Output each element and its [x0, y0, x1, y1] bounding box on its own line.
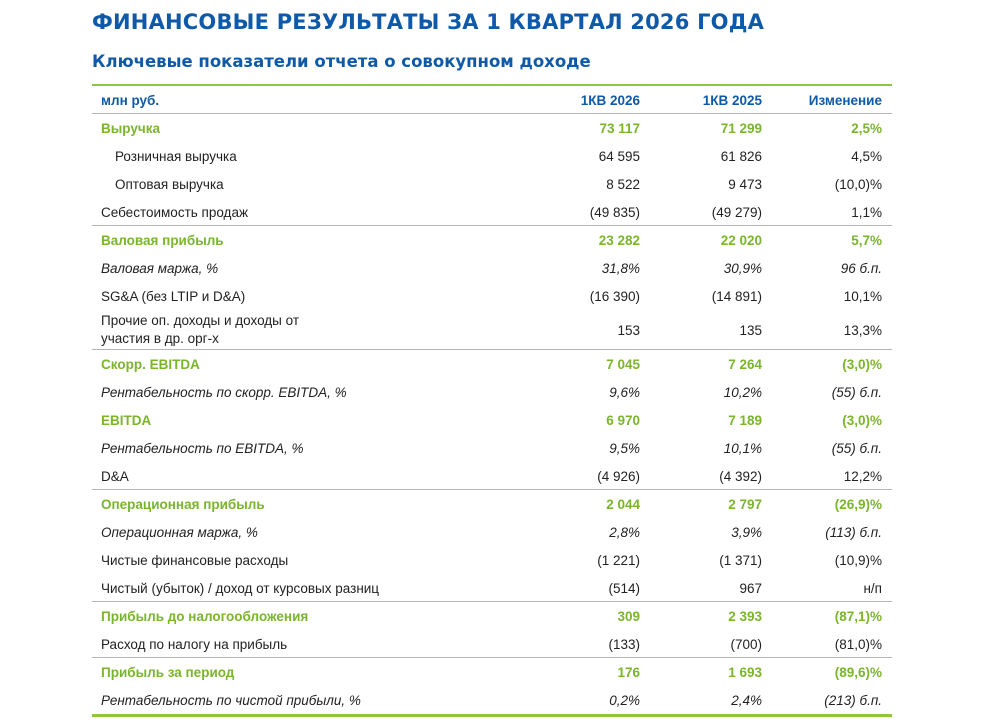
row-value-2025: 10,2%	[723, 384, 762, 400]
table-row	[92, 142, 892, 170]
row-value-2025: 61 826	[720, 148, 762, 164]
row-change: (213) б.п.	[824, 692, 882, 708]
row-value-2026: 7 045	[606, 356, 640, 372]
row-value-2026: 2,8%	[609, 524, 640, 540]
row-label: EBITDA	[101, 412, 152, 428]
table-row	[92, 406, 892, 434]
table-row	[92, 518, 892, 546]
row-value-2026: (1 221)	[597, 552, 640, 568]
row-value-2025: 7 189	[728, 412, 762, 428]
row-change: (3,0)%	[842, 412, 882, 428]
row-value-2025: 2 393	[728, 608, 762, 624]
row-value-2025: (700)	[730, 636, 762, 652]
row-change: (26,9)%	[834, 496, 882, 512]
row-value-2026: (16 390)	[589, 288, 640, 304]
table-row	[92, 546, 892, 574]
row-value-2026: 31,8%	[601, 260, 640, 276]
row-value-2026: 64 595	[598, 148, 640, 164]
row-value-2026: (49 835)	[589, 204, 640, 220]
table-row	[92, 226, 892, 254]
row-value-2025: 2,4%	[731, 692, 762, 708]
row-value-2025: 135	[739, 322, 762, 338]
row-value-2026: 8 522	[606, 176, 640, 192]
row-change: 13,3%	[843, 322, 882, 338]
row-change: (87,1)%	[834, 608, 882, 624]
row-value-2026: 2 044	[606, 496, 640, 512]
row-label: SG&A (без LTIP и D&A)	[101, 288, 246, 304]
table-row	[92, 658, 892, 686]
row-label: Чистый (убыток) / доход от курсовых разниц	[101, 580, 380, 596]
row-value-2025: 7 264	[728, 356, 762, 372]
row-value-2025: (4 392)	[719, 468, 762, 484]
row-label: Валовая маржа, %	[101, 260, 219, 276]
row-value-2025: 3,9%	[731, 524, 762, 540]
table-row	[92, 378, 892, 406]
row-change: (55) б.п.	[831, 440, 882, 456]
table-row	[92, 282, 892, 310]
row-label: Чистые финансовые расходы	[101, 552, 289, 568]
table-row	[92, 462, 892, 490]
row-value-2026: (514)	[608, 580, 640, 596]
table-row	[92, 350, 892, 378]
row-change: (3,0)%	[842, 356, 882, 372]
row-change: 5,7%	[851, 232, 882, 248]
row-value-2025: 71 299	[720, 120, 762, 136]
table-row	[92, 310, 892, 350]
table-row	[92, 490, 892, 518]
row-value-2026: 176	[617, 664, 640, 680]
row-value-2026: 6 970	[606, 412, 640, 428]
row-value-2026: (4 926)	[597, 468, 640, 484]
row-label: Рентабельность по EBITDA, %	[101, 440, 304, 456]
row-change: 10,1%	[843, 288, 882, 304]
income-statement-table	[92, 86, 892, 714]
row-value-2025: (49 279)	[711, 204, 762, 220]
row-value-2025: 22 020	[720, 232, 762, 248]
row-label: Выручка	[101, 120, 160, 136]
table-row	[92, 630, 892, 658]
row-label: Расход по налогу на прибыль	[101, 636, 288, 652]
row-change: (10,0)%	[834, 176, 882, 192]
row-change: (10,9)%	[834, 552, 882, 568]
table-row	[92, 434, 892, 462]
row-change: 12,2%	[843, 468, 882, 484]
row-change: 2,5%	[851, 120, 882, 136]
row-value-2026: 309	[617, 608, 640, 624]
row-label: Оптовая выручка	[115, 176, 224, 192]
row-label: Скорр. EBITDA	[101, 356, 200, 372]
row-change: (113) б.п.	[825, 524, 882, 540]
row-change: н/п	[863, 580, 882, 596]
row-change: (55) б.п.	[831, 384, 882, 400]
row-label: Операционная маржа, %	[101, 524, 258, 540]
row-label: Розничная выручка	[115, 148, 237, 164]
row-change: 96 б.п.	[840, 260, 882, 276]
page-title: ФИНАНСОВЫЕ РЕЗУЛЬТАТЫ ЗА 1 КВАРТАЛ 2026 ГОДА	[92, 10, 765, 34]
row-label: Рентабельность по чистой прибыли, %	[101, 692, 361, 708]
row-change: (89,6)%	[834, 664, 882, 680]
row-change: 4,5%	[851, 148, 882, 164]
header-units: млн руб.	[101, 92, 160, 108]
row-value-2026: 0,2%	[609, 692, 640, 708]
table-row	[92, 114, 892, 142]
row-label: Операционная прибыль	[101, 496, 265, 512]
row-value-2025: 1 693	[728, 664, 762, 680]
row-value-2026: 73 117	[599, 120, 640, 136]
header-q1-2025: 1КВ 2025	[702, 92, 762, 108]
row-label: Себестоимость продаж	[101, 204, 248, 220]
row-value-2025: 967	[739, 580, 762, 596]
row-value-2026: 9,6%	[609, 384, 640, 400]
row-value-2026: 23 282	[598, 232, 640, 248]
row-label: Рентабельность по скорр. EBITDA, %	[101, 384, 347, 400]
header-change: Изменение	[808, 92, 882, 108]
row-value-2025: 2 797	[728, 496, 762, 512]
row-label: D&A	[101, 468, 129, 484]
table-row	[92, 170, 892, 198]
table-header-row	[92, 86, 892, 114]
row-label: Валовая прибыль	[101, 232, 224, 248]
row-value-2026: 9,5%	[609, 440, 640, 456]
table-row	[92, 198, 892, 226]
table-row	[92, 602, 892, 630]
table-row	[92, 254, 892, 282]
bottom-rule	[92, 714, 892, 717]
row-value-2025: 30,9%	[723, 260, 762, 276]
table-row	[92, 574, 892, 602]
row-change: (81,0)%	[834, 636, 882, 652]
row-value-2025: 10,1%	[723, 440, 762, 456]
table-row	[92, 686, 892, 714]
row-value-2025: (1 371)	[719, 552, 762, 568]
row-value-2026: 153	[617, 322, 640, 338]
row-value-2025: (14 891)	[711, 288, 762, 304]
row-value-2026: (133)	[608, 636, 640, 652]
row-label: Прочие оп. доходы и доходы от участия в др. орг-х	[101, 313, 300, 346]
row-change: 1,1%	[851, 204, 882, 220]
table-subtitle: Ключевые показатели отчета о совокупном доходе	[92, 52, 591, 71]
row-value-2025: 9 473	[728, 176, 762, 192]
row-label: Прибыль до налогообложения	[101, 608, 309, 624]
row-label: Прибыль за период	[101, 664, 235, 680]
header-q1-2026: 1КВ 2026	[580, 92, 640, 108]
